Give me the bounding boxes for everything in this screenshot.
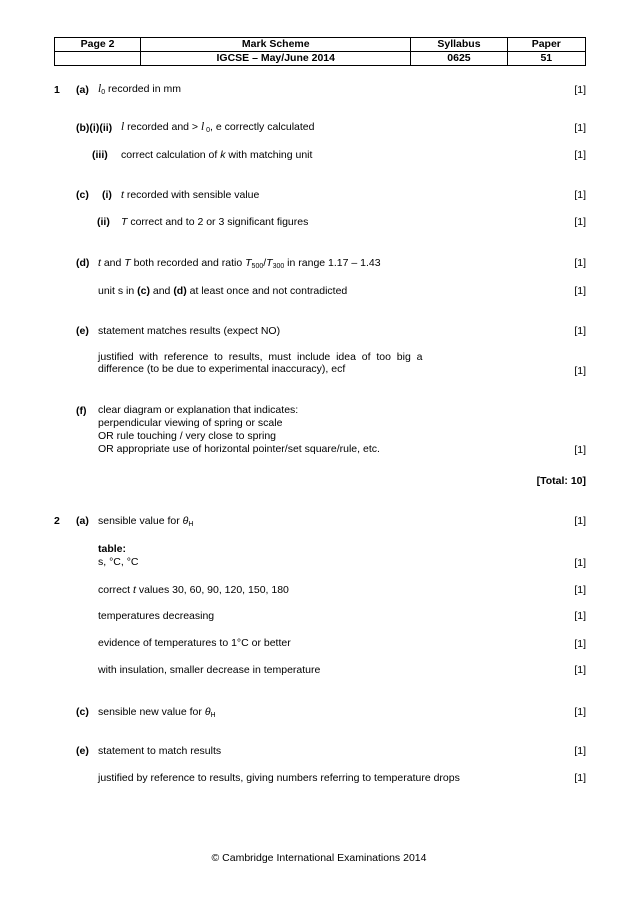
q1-c1-text: t recorded with sensible value xyxy=(121,189,260,201)
header-table xyxy=(54,37,586,66)
q1-f-line1: clear diagram or explanation that indicates: xyxy=(98,404,299,416)
q2-table-label: table: xyxy=(98,543,127,555)
q2-t-mark: [1] xyxy=(574,584,586,596)
q1-e-text: statement matches results (expect NO) xyxy=(98,325,281,337)
q2-number: 2 xyxy=(54,515,60,527)
q1-e2-line2: difference (to be due to experimental inaccuracy), ecf xyxy=(98,363,346,375)
q1-d-label: (d) xyxy=(76,257,90,269)
q2-e2-mark: [1] xyxy=(574,772,586,784)
q1-total: [Total: 10] xyxy=(536,475,586,487)
q1-c2-label: (ii) xyxy=(97,216,110,228)
q1-b3-text: correct calculation of k with matching unit xyxy=(121,149,313,161)
q2-a-mark: [1] xyxy=(574,515,586,527)
header-syllabus-label: Syllabus xyxy=(411,38,507,52)
q1-e-mark: [1] xyxy=(574,325,586,337)
header-page-label: Page 2 xyxy=(55,38,141,52)
q1-f-mark: [1] xyxy=(574,444,586,456)
q1-b3-label: (iii) xyxy=(92,149,108,161)
q2-e-label: (e) xyxy=(76,745,89,757)
q2-units-mark: [1] xyxy=(574,557,586,569)
q2-insulation-mark: [1] xyxy=(574,664,586,676)
header-paper-label: Paper xyxy=(507,38,585,52)
q2-insulation: with insulation, smaller decrease in temperature xyxy=(98,664,321,676)
q1-c1-label: (i) xyxy=(102,189,112,201)
header-scheme-label: Mark Scheme xyxy=(141,38,411,52)
q2-e2-text: justified by reference to results, giving numbers referring to temperature drops xyxy=(98,772,460,784)
q1-d-mark: [1] xyxy=(574,257,586,269)
header-scheme-value: IGCSE – May/June 2014 xyxy=(141,52,411,66)
q2-temp-decreasing: temperatures decreasing xyxy=(98,610,215,622)
q2-evidence: evidence of temperatures to 1°C or better xyxy=(98,637,291,649)
header-syllabus-value: 0625 xyxy=(411,52,507,66)
q1-d-text: t and T both recorded and ratio $T_{500}/T_{300}$ in range 1.17 – 1.43 xyxy=(98,257,381,270)
q1-d2-mark: [1] xyxy=(574,285,586,297)
q1-b-mark: [1] xyxy=(574,122,586,134)
q1-a-label: (a) xyxy=(76,84,89,96)
q2-a-label: (a) xyxy=(76,515,89,527)
q1-f-line4: OR appropriate use of horizontal pointer/set square/rule, etc. xyxy=(98,443,380,455)
q2-a-text: sensible value for $\theta_H$ xyxy=(98,515,194,528)
q2-units-text: s, °C, °C xyxy=(98,556,139,568)
q1-f-label: (f) xyxy=(76,405,87,417)
q1-number: 1 xyxy=(54,84,60,96)
q2-e-text: statement to match results xyxy=(98,745,222,757)
q1-e2-line1: justified with reference to results, must include idea of too big a xyxy=(98,351,423,363)
q1-f-line2: perpendicular viewing of spring or scale xyxy=(98,417,283,429)
q1-e2-mark: [1] xyxy=(574,365,586,377)
q1-c2-mark: [1] xyxy=(574,216,586,228)
q1-c-label: (c) xyxy=(76,189,89,201)
header-paper-value: 51 xyxy=(507,52,585,66)
q2-c-mark: [1] xyxy=(574,706,586,718)
q2-c-label: (c) xyxy=(76,706,89,718)
q1-b3-mark: [1] xyxy=(574,149,586,161)
q2-e-mark: [1] xyxy=(574,745,586,757)
q2-temp-decreasing-mark: [1] xyxy=(574,610,586,622)
q1-b-text: l recorded and > l $_0$, e correctly calculated xyxy=(121,121,315,134)
q2-evidence-mark: [1] xyxy=(574,638,586,650)
q1-a-text: $l_0$ recorded in mm xyxy=(98,83,181,96)
footer-copyright: © Cambridge International Examinations 2014 xyxy=(211,852,427,864)
q1-e-label: (e) xyxy=(76,325,89,337)
q1-c2-text: T correct and to 2 or 3 significant figures xyxy=(121,216,309,228)
q1-d2-text: unit s in (c) and (d) at least once and not contradicted xyxy=(98,285,348,297)
q1-a-mark: [1] xyxy=(574,84,586,96)
q2-t-values: correct t values 30, 60, 90, 120, 150, 180 xyxy=(98,584,289,596)
q1-c1-mark: [1] xyxy=(574,189,586,201)
header-page-value xyxy=(55,52,141,66)
q2-c-text: sensible new value for $\theta_H$ xyxy=(98,706,216,719)
q1-b-label: (b)(i)(ii) xyxy=(76,122,113,134)
q1-f-line3: OR rule touching / very close to spring xyxy=(98,430,276,442)
